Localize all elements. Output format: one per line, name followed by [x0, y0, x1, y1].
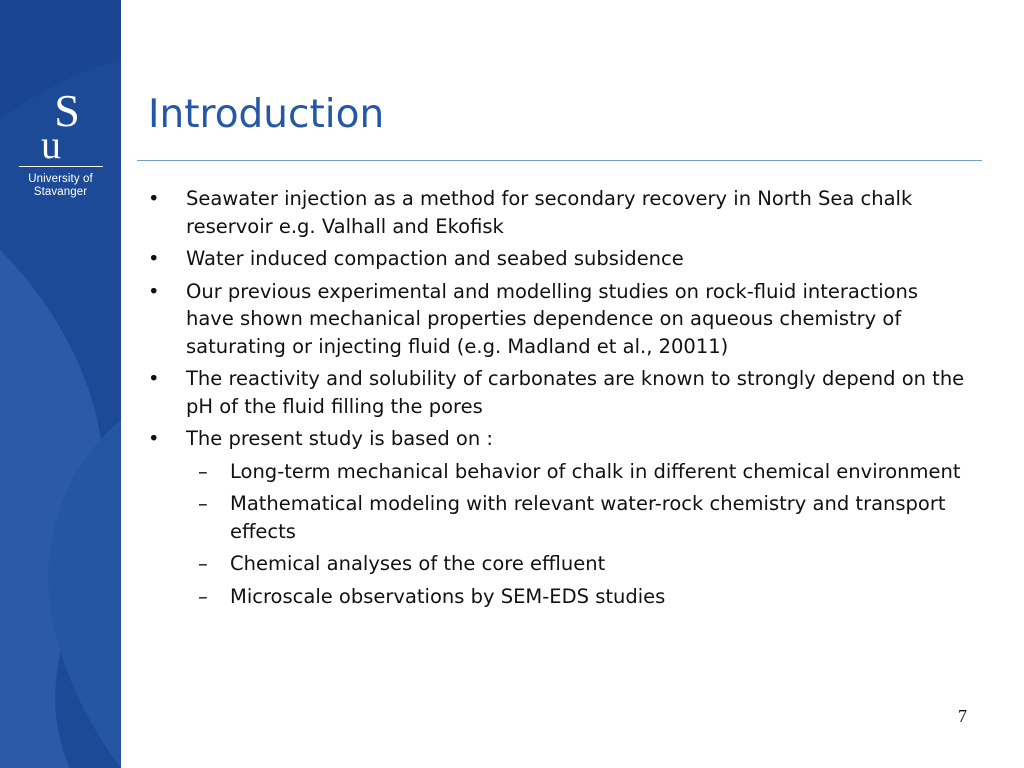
- bullet-item: [148, 365, 968, 420]
- bullet-item: [148, 245, 968, 273]
- dash-marker: –: [198, 459, 208, 483]
- bullet-item: [148, 185, 968, 240]
- university-logo: [0, 86, 121, 199]
- dash-marker: –: [198, 584, 208, 608]
- logo-divider: [19, 166, 103, 167]
- bullet-item: [148, 425, 968, 453]
- bullet-marker: •: [148, 367, 160, 390]
- university-logo-mark: [31, 86, 91, 162]
- slide-title: Introduction: [148, 92, 385, 137]
- sub-bullet-text: Microscale observations by SEM-EDS studies: [230, 584, 666, 608]
- logo-text-line2: Stavanger: [33, 186, 88, 198]
- bullet-marker: •: [148, 427, 160, 450]
- sub-bullet-item: [148, 583, 968, 611]
- logo-letter-u: u: [40, 122, 61, 162]
- dash-marker: –: [198, 492, 208, 515]
- sub-bullet-item: [148, 458, 968, 486]
- sub-bullet-text: Mathematical modeling with relevant water-rock chemistry and transport effects: [230, 492, 946, 543]
- dash-marker: –: [198, 552, 208, 575]
- bullet-text: Water induced compaction and seabed subsidence: [186, 247, 684, 270]
- logo-text-line1: University of: [28, 173, 93, 185]
- bullet-marker: •: [148, 247, 160, 270]
- sub-bullet-item: [148, 490, 968, 545]
- bullet-text: Our previous experimental and modelling studies on rock-fluid interactions have shown mechanical properties dependence on aqueous chemistry of saturating or injecting fluid (e.g. Madland et al., 20011): [186, 279, 919, 358]
- sidebar-band: [0, 0, 121, 768]
- bullet-marker: •: [148, 279, 160, 303]
- logo-letter-s: S: [53, 86, 80, 136]
- sub-bullet-text: Chemical analyses of the core effluent: [230, 552, 606, 575]
- sub-bullet-text: Long-term mechanical behavior of chalk in different chemical environment: [230, 459, 961, 483]
- bullet-marker: •: [148, 187, 160, 210]
- sub-bullet-item: [148, 550, 968, 578]
- bullet-text: The present study is based on :: [186, 427, 493, 450]
- title-divider: [137, 160, 982, 161]
- page-number: 7: [958, 706, 967, 726]
- bullet-text: The reactivity and solubility of carbonates are known to strongly depend on the pH of the fluid filling the pores: [186, 367, 965, 418]
- bullet-item: [148, 278, 968, 361]
- slide-body: [148, 185, 968, 615]
- bullet-text: Seawater injection as a method for secondary recovery in North Sea chalk reservoir e.g. Valhall and Ekofisk: [186, 187, 913, 238]
